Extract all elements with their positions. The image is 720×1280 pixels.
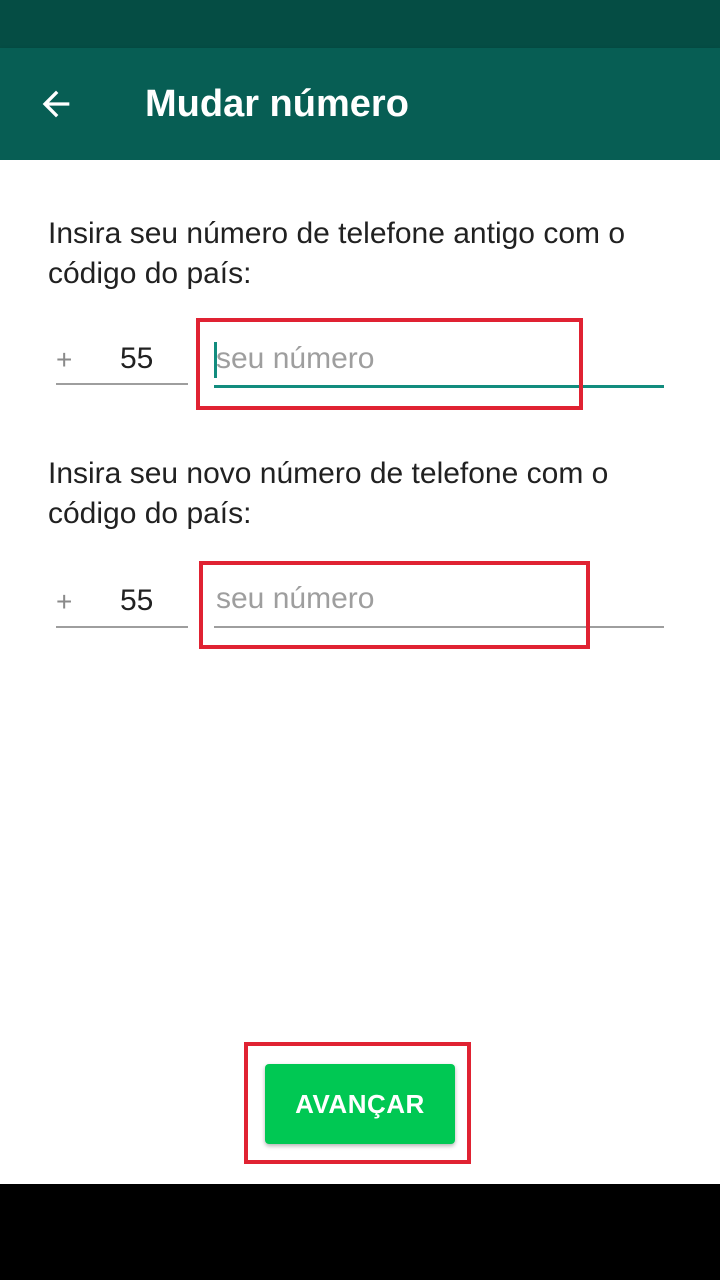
app-bar: [0, 48, 720, 160]
arrow-back-icon: [36, 84, 76, 124]
new-country-code-input[interactable]: 55: [120, 584, 154, 617]
navigation-bar: [0, 1184, 720, 1280]
new-country-code-underline: [56, 626, 188, 628]
status-bar: [0, 0, 720, 48]
back-button[interactable]: [24, 76, 88, 132]
new-phone-underline: [214, 626, 664, 628]
old-phone-number-input[interactable]: [214, 332, 664, 388]
new-plus-sign: +: [56, 586, 73, 617]
new-number-prompt: Insira seu novo número de telefone com o código do país:: [48, 457, 609, 530]
new-phone-placeholder: seu número: [216, 582, 375, 615]
next-button[interactable]: AVANÇAR: [265, 1064, 455, 1144]
old-country-code-input[interactable]: 55: [120, 342, 154, 375]
old-plus-sign: +: [56, 344, 73, 375]
old-phone-placeholder: seu número: [216, 342, 375, 375]
old-phone-underline: [214, 385, 664, 388]
old-number-prompt: Insira seu número de telefone antigo com o código do país:: [48, 217, 626, 290]
page-title: Mudar número: [145, 83, 409, 125]
new-phone-number-input[interactable]: [214, 572, 664, 628]
old-country-code-underline: [56, 383, 188, 385]
change-number-form: [0, 160, 720, 1184]
